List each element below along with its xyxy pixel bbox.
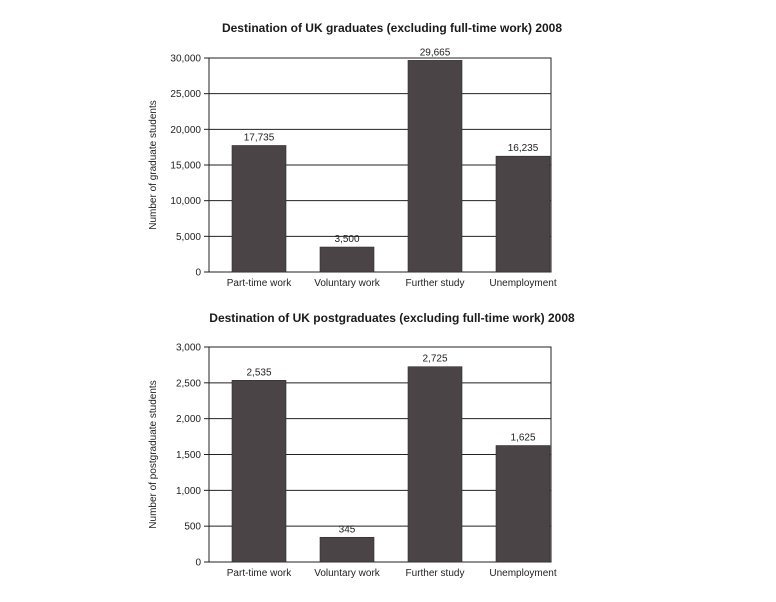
category-label: Part-time work <box>226 278 292 289</box>
data-label: 345 <box>338 524 356 536</box>
data-label: 2,535 <box>246 367 272 379</box>
y-tick-label: 2,000 <box>175 414 201 426</box>
y-tick-label: 0 <box>195 267 201 279</box>
y-tick-label: 500 <box>184 521 201 533</box>
y-axis-label: Number of postgraduate students <box>148 380 159 529</box>
data-label: 3,500 <box>334 234 360 246</box>
category-label: Unemployment <box>489 278 557 289</box>
y-tick-label: 20,000 <box>170 124 201 136</box>
bar-2 <box>320 537 374 562</box>
y-tick-label: 25,000 <box>170 89 201 101</box>
bar-1 <box>232 380 286 562</box>
category-label: Voluntary work <box>314 568 380 579</box>
chart-1 <box>148 21 562 289</box>
y-tick-label: 30,000 <box>170 53 201 65</box>
y-tick-label: 1,000 <box>175 485 201 497</box>
y-tick-label: 1,500 <box>175 450 201 461</box>
category-label: Part-time work <box>226 568 292 579</box>
y-axis-label: Number of graduate students <box>148 100 159 230</box>
y-tick-label: 0 <box>195 557 201 569</box>
bar-2 <box>320 247 374 272</box>
y-tick-label: 5,000 <box>175 231 201 243</box>
data-label: 2,725 <box>422 353 448 365</box>
bar-3 <box>408 60 462 272</box>
bar-4 <box>496 156 550 272</box>
data-label: 1,625 <box>510 432 536 444</box>
category-label: Further study <box>405 278 465 289</box>
category-label: Unemployment <box>489 568 557 579</box>
bar-4 <box>496 446 550 562</box>
bar-1 <box>232 145 286 272</box>
data-label: 17,735 <box>243 132 275 144</box>
category-label: Further study <box>405 568 465 579</box>
data-label: 16,235 <box>507 143 539 155</box>
y-tick-label: 10,000 <box>170 196 201 208</box>
y-tick-label: 3,000 <box>175 342 201 354</box>
bar-3 <box>408 367 462 562</box>
y-tick-label: 2,500 <box>175 378 201 390</box>
category-label: Voluntary work <box>314 278 380 289</box>
data-label: 29,665 <box>419 47 451 59</box>
chart-title: Destination of UK postgraduates (excluding full-time work) 2008 <box>209 311 575 325</box>
chart-2 <box>148 311 575 579</box>
y-tick-label: 15,000 <box>170 160 201 172</box>
chart-title: Destination of UK graduates (excluding full-time work) 2008 <box>221 21 563 35</box>
